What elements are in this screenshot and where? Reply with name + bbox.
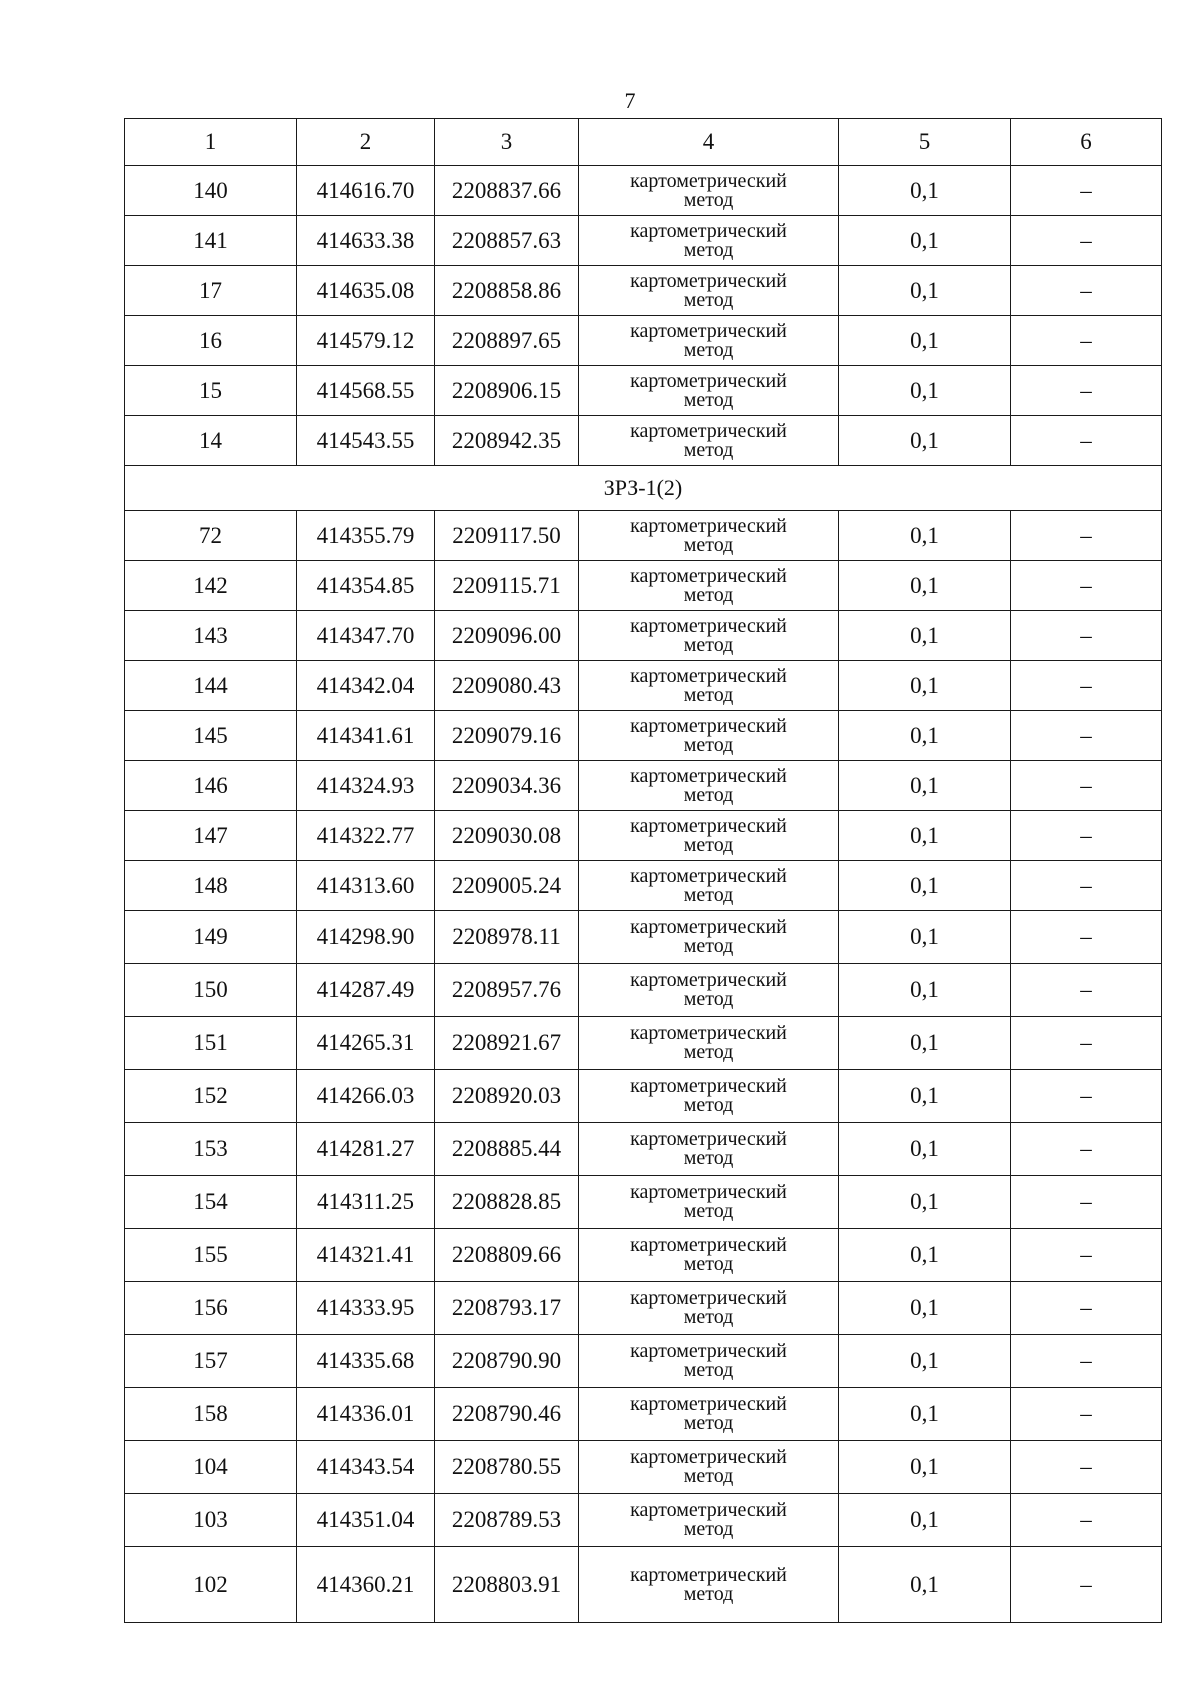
point-number-cell: 150 [125,964,297,1017]
y-coordinate-cell: 2208790.90 [435,1335,579,1388]
table-row [125,1335,1162,1388]
y-coordinate-cell: 2208789.53 [435,1494,579,1547]
method-line-1: картометрический [630,664,787,687]
y-coordinate-cell: 2208837.66 [435,166,579,216]
accuracy-cell: 0,1 [839,761,1011,811]
method-cell [579,266,839,316]
x-coordinate-cell: 414281.27 [297,1123,435,1176]
method-line-1: картометрический [630,319,787,342]
method-cell [579,1070,839,1123]
table-row [125,511,1162,561]
point-number-cell: 72 [125,511,297,561]
point-number-cell: 141 [125,216,297,266]
column-header: 5 [839,119,1011,166]
method-line-2: метод [683,935,734,957]
y-coordinate-cell: 2208828.85 [435,1176,579,1229]
method-line-1: картометрический [630,1446,787,1468]
method-line-1: картометрический [630,419,787,442]
accuracy-cell: 0,1 [839,366,1011,416]
method-cell [579,1176,839,1229]
point-number-cell: 142 [125,561,297,611]
y-coordinate-cell: 2208942.35 [435,416,579,466]
coordinates-table [124,118,1162,1623]
method-line-1: картометрический [630,864,787,887]
x-coordinate-cell: 414355.79 [297,511,435,561]
description-cell: – [1011,861,1162,911]
accuracy-cell: 0,1 [839,316,1011,366]
method-line-1: картометрический [630,1075,787,1097]
description-cell: – [1011,1441,1162,1494]
method-cell [579,1017,839,1070]
description-cell: – [1011,1229,1162,1282]
y-coordinate-cell: 2209079.16 [435,711,579,761]
table-row [125,216,1162,266]
point-number-cell: 157 [125,1335,297,1388]
method-cell [579,861,839,911]
x-coordinate-cell: 414333.95 [297,1282,435,1335]
method-line-1: картометрический [630,814,787,837]
method-line-2: метод [683,188,734,211]
method-line-1: картометрический [630,1234,787,1256]
method-line-1: картометрический [630,564,787,587]
method-line-2: метод [683,1041,734,1063]
accuracy-cell: 0,1 [839,1388,1011,1441]
x-coordinate-cell: 414322.77 [297,811,435,861]
method-cell [579,761,839,811]
method-line-1: картометрический [630,514,787,537]
description-cell: – [1011,611,1162,661]
method-line-1: картометрический [630,219,787,242]
column-header: 1 [125,119,297,166]
accuracy-cell: 0,1 [839,1017,1011,1070]
x-coordinate-cell: 414347.70 [297,611,435,661]
table-row [125,1282,1162,1335]
point-number-cell: 146 [125,761,297,811]
point-number-cell: 144 [125,661,297,711]
y-coordinate-cell: 2209096.00 [435,611,579,661]
description-cell: – [1011,266,1162,316]
method-line-2: метод [683,833,734,856]
method-cell [579,1123,839,1176]
method-line-2: метод [683,883,734,906]
x-coordinate-cell: 414360.21 [297,1547,435,1623]
method-line-1: картометрический [630,169,787,192]
section-row [125,466,1162,511]
accuracy-cell: 0,1 [839,1282,1011,1335]
method-line-2: метод [683,1582,734,1605]
description-cell: – [1011,511,1162,561]
point-number-cell: 152 [125,1070,297,1123]
method-line-2: метод [683,1518,734,1540]
description-cell: – [1011,1388,1162,1441]
method-line-2: метод [683,1359,734,1381]
table-row [125,416,1162,466]
method-line-2: метод [683,1412,734,1434]
method-cell [579,711,839,761]
method-cell [579,1388,839,1441]
y-coordinate-cell: 2209117.50 [435,511,579,561]
column-header: 6 [1011,119,1162,166]
description-cell: – [1011,1176,1162,1229]
x-coordinate-cell: 414343.54 [297,1441,435,1494]
method-line-2: метод [683,988,734,1010]
accuracy-cell: 0,1 [839,964,1011,1017]
accuracy-cell: 0,1 [839,1335,1011,1388]
table-row [125,1123,1162,1176]
y-coordinate-cell: 2208793.17 [435,1282,579,1335]
method-line-2: метод [683,238,734,261]
description-cell: – [1011,366,1162,416]
method-line-1: картометрический [630,916,787,938]
x-coordinate-cell: 414265.31 [297,1017,435,1070]
method-cell [579,661,839,711]
method-line-2: метод [683,1465,734,1487]
method-line-1: картометрический [630,1563,787,1586]
accuracy-cell: 0,1 [839,911,1011,964]
table-row [125,1441,1162,1494]
column-header: 4 [579,119,839,166]
description-cell: – [1011,711,1162,761]
method-line-2: метод [683,733,734,756]
method-line-2: метод [683,783,734,806]
method-cell [579,216,839,266]
point-number-cell: 149 [125,911,297,964]
y-coordinate-cell: 2209080.43 [435,661,579,711]
table-row [125,266,1162,316]
x-coordinate-cell: 414321.41 [297,1229,435,1282]
method-line-1: картометрический [630,1393,787,1415]
method-line-2: метод [683,288,734,311]
x-coordinate-cell: 414635.08 [297,266,435,316]
x-coordinate-cell: 414266.03 [297,1070,435,1123]
method-cell [579,316,839,366]
y-coordinate-cell: 2208857.63 [435,216,579,266]
method-line-2: метод [683,338,734,361]
method-cell [579,911,839,964]
accuracy-cell: 0,1 [839,166,1011,216]
x-coordinate-cell: 414568.55 [297,366,435,416]
method-line-1: картометрический [630,714,787,737]
x-coordinate-cell: 414324.93 [297,761,435,811]
accuracy-cell: 0,1 [839,216,1011,266]
y-coordinate-cell: 2208978.11 [435,911,579,964]
accuracy-cell: 0,1 [839,1547,1011,1623]
accuracy-cell: 0,1 [839,561,1011,611]
accuracy-cell: 0,1 [839,811,1011,861]
column-header: 2 [297,119,435,166]
y-coordinate-cell: 2208790.46 [435,1388,579,1441]
point-number-cell: 155 [125,1229,297,1282]
method-line-1: картометрический [630,614,787,637]
point-number-cell: 156 [125,1282,297,1335]
y-coordinate-cell: 2209034.36 [435,761,579,811]
column-header: 3 [435,119,579,166]
table-row [125,1547,1162,1623]
point-number-cell: 140 [125,166,297,216]
point-number-cell: 145 [125,711,297,761]
y-coordinate-cell: 2208780.55 [435,1441,579,1494]
method-cell [579,811,839,861]
accuracy-cell: 0,1 [839,1441,1011,1494]
method-line-2: метод [683,1253,734,1275]
y-coordinate-cell: 2208921.67 [435,1017,579,1070]
method-line-1: картометрический [630,1340,787,1362]
table-row [125,811,1162,861]
description-cell: – [1011,1282,1162,1335]
accuracy-cell: 0,1 [839,861,1011,911]
method-cell [579,511,839,561]
point-number-cell: 103 [125,1494,297,1547]
y-coordinate-cell: 2208885.44 [435,1123,579,1176]
method-line-2: метод [683,388,734,411]
accuracy-cell: 0,1 [839,611,1011,661]
table-row [125,561,1162,611]
point-number-cell: 17 [125,266,297,316]
table-row [125,1388,1162,1441]
point-number-cell: 153 [125,1123,297,1176]
point-number-cell: 151 [125,1017,297,1070]
method-line-2: метод [683,633,734,656]
table-row [125,1017,1162,1070]
method-cell [579,1282,839,1335]
method-line-2: метод [683,533,734,556]
accuracy-cell: 0,1 [839,511,1011,561]
accuracy-cell: 0,1 [839,416,1011,466]
method-line-1: картометрический [630,1128,787,1150]
description-cell: – [1011,216,1162,266]
x-coordinate-cell: 414354.85 [297,561,435,611]
header-row [125,119,1162,166]
table-row [125,1070,1162,1123]
table-row [125,366,1162,416]
y-coordinate-cell: 2208803.91 [435,1547,579,1623]
accuracy-cell: 0,1 [839,711,1011,761]
point-number-cell: 158 [125,1388,297,1441]
table-row [125,1494,1162,1547]
description-cell: – [1011,1547,1162,1623]
description-cell: – [1011,166,1162,216]
table-row [125,611,1162,661]
description-cell: – [1011,1070,1162,1123]
description-cell: – [1011,811,1162,861]
description-cell: – [1011,911,1162,964]
table-row [125,911,1162,964]
description-cell: – [1011,761,1162,811]
method-line-1: картометрический [630,969,787,991]
description-cell: – [1011,1017,1162,1070]
point-number-cell: 147 [125,811,297,861]
method-cell [579,1441,839,1494]
point-number-cell: 143 [125,611,297,661]
method-cell [579,166,839,216]
table-row [125,1176,1162,1229]
method-line-2: метод [683,1147,734,1169]
method-line-1: картометрический [630,369,787,392]
method-line-1: картометрический [630,1181,787,1203]
point-number-cell: 15 [125,366,297,416]
x-coordinate-cell: 414336.01 [297,1388,435,1441]
accuracy-cell: 0,1 [839,1494,1011,1547]
y-coordinate-cell: 2208809.66 [435,1229,579,1282]
method-cell [579,611,839,661]
point-number-cell: 14 [125,416,297,466]
point-number-cell: 16 [125,316,297,366]
method-line-1: картометрический [630,269,787,292]
method-line-2: метод [683,683,734,706]
section-title: ЗРЗ-1(2) [125,466,1162,511]
point-number-cell: 102 [125,1547,297,1623]
accuracy-cell: 0,1 [839,1229,1011,1282]
y-coordinate-cell: 2208906.15 [435,366,579,416]
description-cell: – [1011,316,1162,366]
description-cell: – [1011,1494,1162,1547]
method-cell [579,1229,839,1282]
method-cell [579,561,839,611]
method-cell [579,1547,839,1623]
accuracy-cell: 0,1 [839,1070,1011,1123]
method-line-2: метод [683,583,734,606]
description-cell: – [1011,661,1162,711]
accuracy-cell: 0,1 [839,1176,1011,1229]
x-coordinate-cell: 414311.25 [297,1176,435,1229]
description-cell: – [1011,964,1162,1017]
x-coordinate-cell: 414579.12 [297,316,435,366]
method-line-2: метод [683,438,734,461]
description-cell: – [1011,416,1162,466]
page-number: 7 [624,88,636,113]
x-coordinate-cell: 414633.38 [297,216,435,266]
x-coordinate-cell: 414616.70 [297,166,435,216]
method-cell [579,366,839,416]
description-cell: – [1011,1123,1162,1176]
accuracy-cell: 0,1 [839,1123,1011,1176]
y-coordinate-cell: 2209115.71 [435,561,579,611]
y-coordinate-cell: 2208897.65 [435,316,579,366]
method-line-1: картометрический [630,1287,787,1309]
method-line-2: метод [683,1200,734,1222]
method-line-1: картометрический [630,1022,787,1044]
x-coordinate-cell: 414313.60 [297,861,435,911]
table-row [125,661,1162,711]
point-number-cell: 154 [125,1176,297,1229]
point-number-cell: 148 [125,861,297,911]
table-row [125,861,1162,911]
x-coordinate-cell: 414341.61 [297,711,435,761]
x-coordinate-cell: 414351.04 [297,1494,435,1547]
method-line-1: картометрический [630,764,787,787]
x-coordinate-cell: 414342.04 [297,661,435,711]
table-row [125,964,1162,1017]
accuracy-cell: 0,1 [839,266,1011,316]
method-line-2: метод [683,1306,734,1328]
table-row [125,711,1162,761]
table-row [125,761,1162,811]
y-coordinate-cell: 2209005.24 [435,861,579,911]
x-coordinate-cell: 414298.90 [297,911,435,964]
table-row [125,316,1162,366]
table-row [125,1229,1162,1282]
description-cell: – [1011,561,1162,611]
y-coordinate-cell: 2208957.76 [435,964,579,1017]
x-coordinate-cell: 414543.55 [297,416,435,466]
method-line-2: метод [683,1094,734,1116]
method-cell [579,964,839,1017]
x-coordinate-cell: 414335.68 [297,1335,435,1388]
accuracy-cell: 0,1 [839,661,1011,711]
method-line-1: картометрический [630,1499,787,1521]
y-coordinate-cell: 2208858.86 [435,266,579,316]
y-coordinate-cell: 2209030.08 [435,811,579,861]
y-coordinate-cell: 2208920.03 [435,1070,579,1123]
point-number-cell: 104 [125,1441,297,1494]
method-cell [579,416,839,466]
method-cell [579,1494,839,1547]
x-coordinate-cell: 414287.49 [297,964,435,1017]
method-cell [579,1335,839,1388]
description-cell: – [1011,1335,1162,1388]
table-row [125,166,1162,216]
